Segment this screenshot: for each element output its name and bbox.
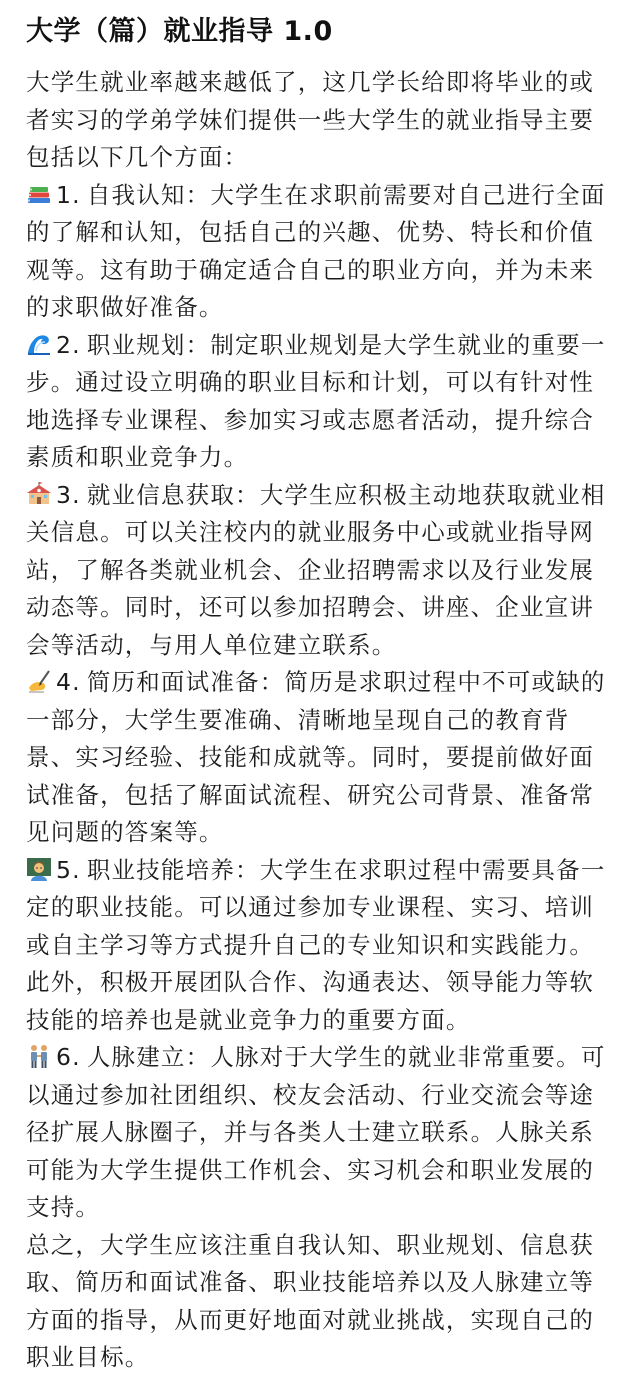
article-title: 大学（篇）就业指导 1.0 bbox=[26, 16, 333, 47]
section-number: 1. bbox=[56, 180, 81, 209]
section-text: 自我认知：大学生在求职前需要对自己进行全面的了解和认知，包括自己的兴趣、优势、特长和价值观等。这有助于确定适合自己的职业方向，并为未来的求职做好准备。 bbox=[26, 180, 606, 321]
section-4 bbox=[26, 664, 614, 852]
section-number: 2. bbox=[56, 330, 81, 359]
section-number: 5. bbox=[56, 855, 81, 884]
books-icon bbox=[26, 181, 52, 207]
people-icon bbox=[26, 1043, 52, 1069]
section-6 bbox=[26, 1039, 614, 1227]
section-3 bbox=[26, 477, 614, 665]
section-text: 简历和面试准备：简历是求职过程中不可或缺的一部分，大学生要准确、清晰地呈现自己的教育背景、实习经验、技能和成就等。同时，要提前做好面试准备，包括了解面试流程、研究公司背景、准备常见问题的答案等。 bbox=[26, 668, 606, 846]
section-number: 4. bbox=[56, 668, 81, 696]
section-text: 职业技能培养：大学生在求职过程中需要具备一定的职业技能。可以通过参加专业课程、实习、培训或自主学习等方式提升自己的专业知识和实践能力。此外，积极开展团队合作、沟通表达、领导能力等软技能的培养也是就业竞争力的重要方面。 bbox=[26, 855, 606, 1034]
section-number: 6. bbox=[56, 1043, 81, 1071]
school-icon bbox=[26, 481, 52, 507]
section-5 bbox=[26, 852, 614, 1040]
intro-paragraph: 大学生就业率越来越低了，这几学长给即将毕业的或者实习的学弟学妹们提供一些大学生的就业指导主要包括以下几个方面： bbox=[26, 68, 595, 171]
writing-hand-icon bbox=[26, 668, 52, 694]
conclusion-paragraph: 总之，大学生应该注重自我认知、职业规划、信息获取、简历和面试准备、职业技能培养以及人脉建立等方面的指导，从而更好地面对就业挑战，实现自己的职业目标。 bbox=[26, 1230, 595, 1371]
teacher-icon bbox=[26, 856, 52, 882]
section-text: 职业规划：制定职业规划是大学生就业的重要一步。通过设立明确的职业目标和计划，可以有针对性地选择专业课程、参加实习或志愿者活动，提升综合素质和职业竞争力。 bbox=[26, 330, 606, 471]
wave-icon bbox=[26, 331, 52, 357]
section-2 bbox=[26, 327, 614, 477]
section-number: 3. bbox=[56, 480, 81, 509]
section-text: 人脉建立：人脉对于大学生的就业非常重要。可以通过参加社团组织、校友会活动、行业交流会等途径扩展人脉圈子，并与各类人士建立联系。人脉关系可能为大学生提供工作机会、实习机会和职业发展的支持。 bbox=[26, 1043, 606, 1221]
section-1 bbox=[26, 177, 614, 327]
article-body bbox=[26, 64, 614, 1377]
section-text: 就业信息获取：大学生应积极主动地获取就业相关信息。可以关注校内的就业服务中心或就业指导网站，了解各类就业机会、企业招聘需求以及行业发展动态等。同时，还可以参加招聘会、讲座、企业宣讲会等活动，与用人单位建立联系。 bbox=[26, 480, 606, 659]
